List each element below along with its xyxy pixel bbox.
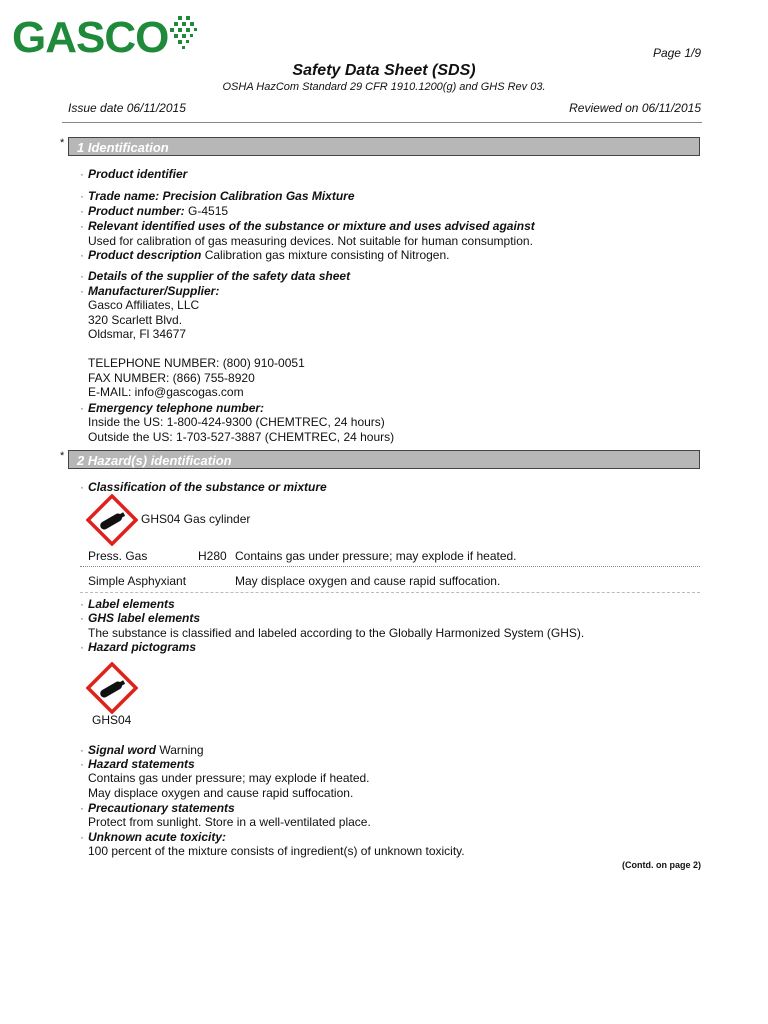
fax-number: FAX NUMBER: (866) 755-8920	[88, 371, 255, 385]
pictogram-code: GHS04	[92, 713, 132, 727]
relevant-uses-label: · Relevant identified uses of the substance or mixture and uses advised against	[80, 219, 535, 233]
trade-name: · Trade name: Precision Calibration Gas Mixture	[80, 189, 355, 203]
address-line: Gasco Affiliates, LLC	[88, 298, 200, 312]
hazard-class: Simple Asphyxiant	[88, 574, 187, 588]
label-elements-label: · Label elements	[80, 597, 175, 611]
address-line: Oldsmar, Fl 34677	[88, 327, 187, 341]
section-1-change-marker: *	[60, 137, 65, 149]
company-logo	[12, 10, 202, 64]
pictogram-caption: GHS04 Gas cylinder	[141, 512, 251, 526]
hazard-class: Press. Gas	[88, 549, 148, 563]
logo-text: GASCO	[12, 13, 169, 62]
section-2-change-marker: *	[60, 450, 65, 462]
emergency-inside-us: Inside the US: 1-800-424-9300 (CHEMTREC, 24 hours)	[88, 415, 385, 429]
hazard-statement: May displace oxygen and cause rapid suffocation.	[88, 786, 354, 800]
table-bottom-divider	[80, 592, 700, 593]
hazard-code: H280	[198, 549, 227, 563]
unknown-toxicity-label: · Unknown acute toxicity:	[80, 830, 227, 844]
gas-cylinder-pictogram-icon	[86, 662, 138, 714]
page-number: Page 1/9	[652, 46, 701, 60]
product-identifier-label: · Product identifier	[80, 167, 188, 181]
product-description: · Product description Calibration gas mixture consisting of Nitrogen.	[80, 248, 450, 262]
emergency-phone-label: · Emergency telephone number:	[80, 401, 265, 415]
supplier-details-label: · Details of the supplier of the safety data sheet	[80, 269, 351, 283]
manufacturer-label: · Manufacturer/Supplier:	[80, 284, 220, 298]
issue-date: Issue date 06/11/2015	[68, 101, 186, 115]
hazard-statements-label: · Hazard statements	[80, 757, 195, 771]
relevant-uses-text: Used for calibration of gas measuring devices. Not suitable for human consumption.	[88, 234, 533, 248]
hazard-statement: Contains gas under pressure; may explode if heated.	[88, 771, 370, 785]
signal-word: · Signal word Warning	[80, 743, 204, 757]
logo-dots-icon	[160, 14, 204, 58]
ghs-classification-text: The substance is classified and labeled according to the Globally Harmonized System (GHS).	[88, 626, 585, 640]
section-1-header: 1 Identification	[68, 137, 700, 156]
address-line: 320 Scarlett Blvd.	[88, 313, 183, 327]
section-2-header: 2 Hazard(s) identification	[68, 450, 700, 469]
hazard-text: Contains gas under pressure; may explode if heated.	[235, 549, 517, 563]
gas-cylinder-pictogram-icon	[86, 494, 138, 546]
hazard-pictograms-label: · Hazard pictograms	[80, 640, 197, 654]
unknown-toxicity-text: 100 percent of the mixture consists of ingredient(s) of unknown toxicity.	[88, 844, 465, 858]
ghs-label-elements-label: · GHS label elements	[80, 611, 201, 625]
header-divider	[62, 122, 702, 123]
email-address: E-MAIL: info@gascogas.com	[88, 385, 244, 399]
document-title: Safety Data Sheet (SDS)	[292, 62, 476, 79]
hazard-text: May displace oxygen and cause rapid suffocation.	[235, 574, 501, 588]
product-number: · Product number: G-4515	[80, 204, 229, 218]
reviewed-date: Reviewed on 06/11/2015	[569, 101, 701, 115]
classification-label: · Classification of the substance or mixture	[80, 480, 327, 494]
document-subtitle: OSHA HazCom Standard 29 CFR 1910.1200(g) and GHS Rev 03.	[222, 81, 546, 93]
table-divider	[80, 566, 700, 567]
emergency-outside-us: Outside the US: 1-703-527-3887 (CHEMTREC, 24 hours)	[88, 430, 395, 444]
precautionary-statements-label: · Precautionary statements	[80, 801, 235, 815]
telephone-number: TELEPHONE NUMBER: (800) 910-0051	[88, 356, 305, 370]
precautionary-statement: Protect from sunlight. Store in a well-ventilated place.	[88, 815, 371, 829]
continued-note: (Contd. on page 2)	[622, 860, 701, 870]
